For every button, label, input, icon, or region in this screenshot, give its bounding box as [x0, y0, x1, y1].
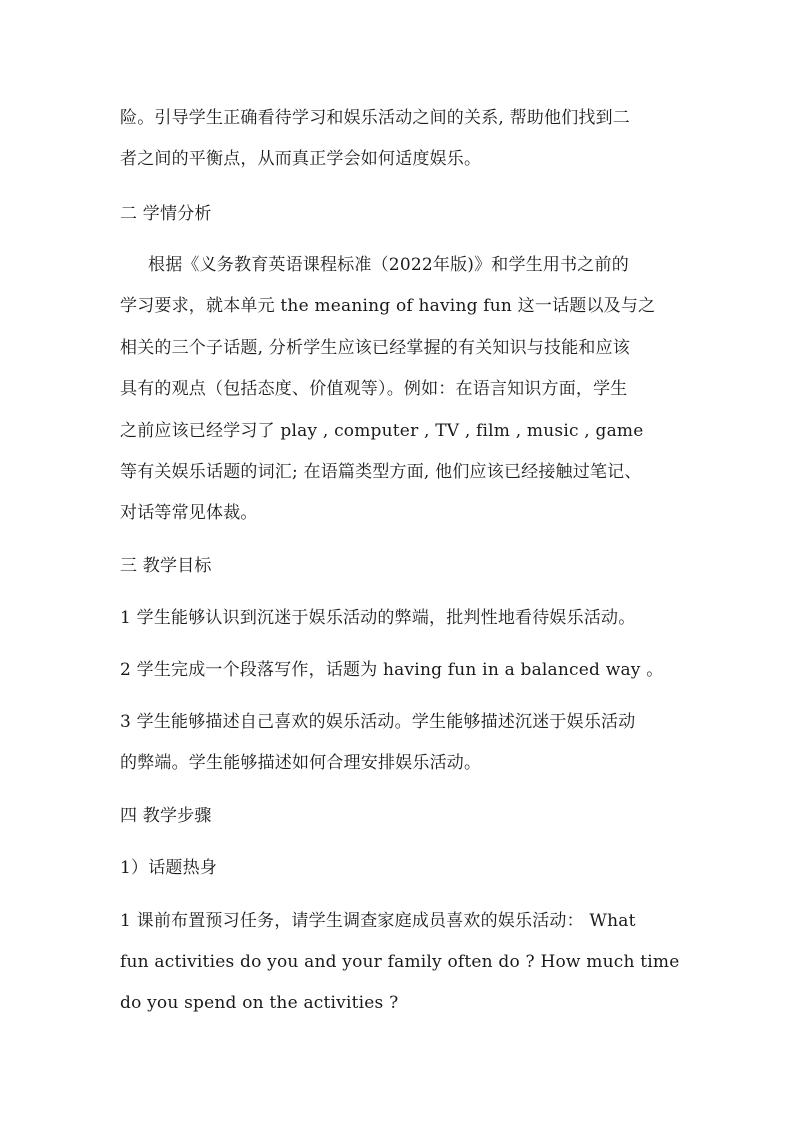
subsection-heading: 1）话题热身	[120, 858, 218, 878]
paragraph-line: 1 课前布置预习任务，请学生调查家庭成员喜欢的娱乐活动： What	[120, 911, 636, 931]
paragraph-line: 具有的观点（包括态度、价值观等）。例如：在语言知识方面，学生	[120, 379, 628, 399]
paragraph-line: 者之间的平衡点，从而真正学会如何适度娱乐。	[120, 149, 482, 169]
section-heading: 二 学情分析	[120, 204, 212, 224]
paragraph-line: 根据《义务教育英语课程标准（2022年版)》和学生用书之前的	[148, 255, 629, 275]
paragraph-line: 对话等常见体裁。	[120, 503, 258, 523]
objective-item: 2 学生完成一个段落写作，话题为 having fun in a balanced way 。	[120, 660, 664, 680]
paragraph-line: 相关的三个子话题, 分析学生应该已经掌握的有关知识与技能和应该	[120, 338, 631, 358]
paragraph-line: 险。引导学生正确看待学习和娱乐活动之间的关系, 帮助他们找到二	[120, 108, 631, 128]
paragraph-line: 之前应该已经学习了 play , computer , TV , film , music , game	[120, 421, 644, 441]
paragraph-line: 等有关娱乐话题的词汇; 在语篇类型方面, 他们应该已经接触过笔记、	[120, 462, 642, 482]
paragraph-line: do you spend on the activities ?	[120, 993, 399, 1013]
objective-item: 1 学生能够认识到沉迷于娱乐活动的弊端，批判性地看待娱乐活动。	[120, 608, 636, 628]
section-heading: 四 教学步骤	[120, 806, 212, 826]
section-heading: 三 教学目标	[120, 556, 212, 576]
objective-item: 的弊端。学生能够描述如何合理安排娱乐活动。	[120, 753, 482, 773]
paragraph-line: 学习要求，就本单元 the meaning of having fun 这一话题以及与之	[120, 296, 656, 316]
objective-item: 3 学生能够描述自己喜欢的娱乐活动。学生能够描述沉迷于娱乐活动	[120, 712, 636, 732]
paragraph-line: fun activities do you and your family often do ? How much time	[120, 952, 680, 972]
